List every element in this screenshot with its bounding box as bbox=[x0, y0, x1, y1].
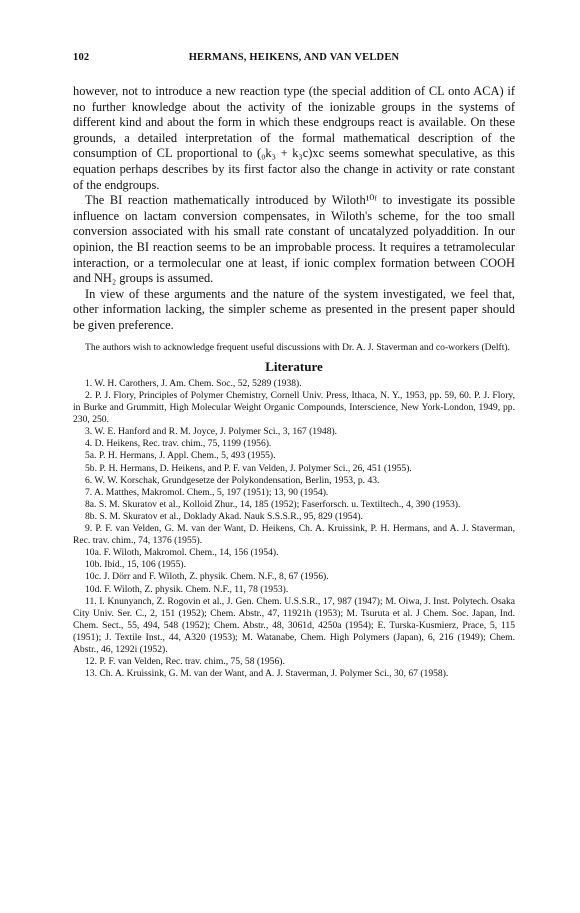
reference-item: 13. Ch. A. Kruissink, G. M. van der Want, and A. J. Staverman, J. Polymer Sci., 30, 67 (1958). bbox=[85, 668, 449, 680]
paragraph: however, not to introduce a new reaction type (the special addition of CL onto ACA) if no further knowledge about the activity of the ionizable groups in the systems of different kind and about the form in which these endgroups react is available. On these grounds, a detailed interpretation of the formal mathematical description of the consumption of CL proportional to (₀k₃ + k₃c)xc seems somewhat speculative, as this equation perhaps describes by its first factor also the change in activity or rate constant of the endgroups. bbox=[73, 84, 515, 192]
reference-item: 1. W. H. Carothers, J. Am. Chem. Soc., 52, 5289 (1938). bbox=[85, 377, 302, 389]
reference-item: 4. D. Heikens, Rec. trav. chim., 75, 1199 (1956). bbox=[85, 438, 272, 450]
reference-item: 12. P. F. van Velden, Rec. trav. chim., 75, 58 (1956). bbox=[85, 656, 285, 668]
reference-item: 10d. F. Wiloth, Z. physik. Chem. N.F., 11, 78 (1953). bbox=[85, 583, 289, 595]
reference-item: 11. I. Knunyanch, Z. Rogovin et al., J. Gen. Chem. U.S.S.R., 17, 987 (1947); M. Oiwa, J. Inst. Polytech. Osaka City Univ. Ser. C., 2, 151 (1952); Chem. Abstr., 47, 11921h (1953); M. Tsuruta et al. J Chem. Soc. Japan, Ind. Chem. Sect., 55, 494, 548 (1952); Chem. Abstr., 48, 3061d, 4250a (1954); E. Turska-Kusmierz, Prace, 5, 115 (1951); J. Textile Inst., 44, A320 (1953); M. Watanabe, Chem. High Polymers (Japan), 6, 216 (1949); Chem. Abstr., 46, 1292i (1952). bbox=[73, 595, 515, 655]
reference-item: 10a. F. Wiloth, Makromol. Chem., 14, 156 (1954). bbox=[85, 547, 279, 559]
reference-item: 9. P. F. van Velden, G. M. van der Want, D. Heikens, Ch. A. Kruissink, P. H. Hermans, and A. J. Staverman, Rec. trav. chim., 74, 1376 (1955). bbox=[73, 523, 515, 547]
paragraph: The BI reaction mathematically introduced by Wiloth¹⁰ᶠ to investigate its possible influence on lactam conversion compensates, in Wiloth's scheme, for the too small conversion associated with his small rate constant of uncatalyzed polyaddition. In our opinion, the BI reaction seems to be an improbable process. It requires a tetramolecular interaction, or a termolecular one at least, if ionic complex formation between COOH and NH₂ groups is assumed. bbox=[73, 193, 515, 286]
literature-heading: Literature bbox=[265, 358, 323, 374]
reference-item: 5b. P. H. Hermans, D. Heikens, and P. F. van Velden, J. Polymer Sci., 26, 451 (1955). bbox=[85, 462, 412, 474]
reference-item: 5a. P. H. Hermans, J. Appl. Chem., 5, 493 (1955). bbox=[85, 450, 276, 462]
paragraph: In view of these arguments and the nature of the system investigated, we feel that, other information lacking, the simpler scheme as presented in the present paper should be given preference. bbox=[73, 286, 515, 332]
reference-item: 10c. J. Dörr and F. Wiloth, Z. physik. Chem. N.F., 8, 67 (1956). bbox=[85, 571, 329, 583]
reference-item: 7. A. Matthes, Makromol. Chem., 5, 197 (1951); 13, 90 (1954). bbox=[85, 486, 329, 498]
paper-page bbox=[73, 52, 515, 680]
reference-item: 8a. S. M. Skuratov et al., Kolloid Zhur., 14, 185 (1952); Faserforsch. u. Textiltech., 4, 390 (1953). bbox=[85, 498, 461, 510]
reference-item: 6. W. W. Korschak, Grundgesetze der Polykondensation, Berlin, 1953, p. 43. bbox=[85, 474, 380, 486]
running-title: HERMANS, HEIKENS, AND VAN VELDEN bbox=[188, 52, 400, 63]
reference-item: 3. W. E. Hanford and R. M. Joyce, J. Polymer Sci., 3, 167 (1948). bbox=[85, 426, 338, 438]
reference-list bbox=[73, 378, 515, 680]
page-number: 102 bbox=[73, 52, 90, 63]
reference-item: 8b. S. M. Skuratov et al., Doklady Akad. Nauk S.S.S.R., 95, 829 (1954). bbox=[85, 510, 363, 522]
acknowledgement: The authors wish to acknowledge frequent useful discussions with Dr. A. J. Staverman and co-workers (Delft). bbox=[85, 341, 510, 353]
reference-item: 2. P. J. Flory, Principles of Polymer Chemistry, Cornell Univ. Press, Ithaca, N. Y., 1953, pp. 59, 60. P. J. Flory, in Burke and Grummitt, High Molecular Weight Organic Compounds, Interscience, New York-London, 1949, pp. 230, 250. bbox=[73, 390, 515, 426]
reference-item: 10b. Ibid., 15, 106 (1955). bbox=[85, 559, 186, 571]
body-text bbox=[73, 84, 515, 334]
page-header bbox=[73, 52, 515, 68]
